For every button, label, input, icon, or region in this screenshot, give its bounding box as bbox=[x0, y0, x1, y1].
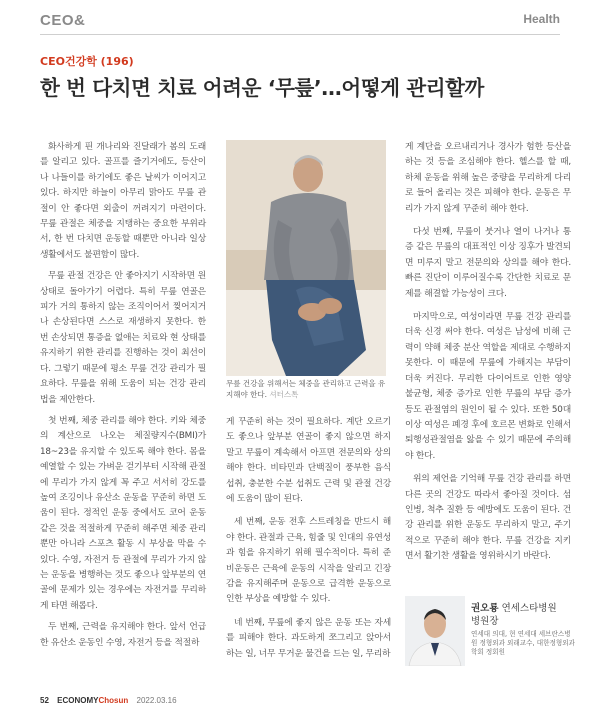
author-name-line bbox=[471, 600, 557, 614]
paragraph: 세 번째, 운동 전후 스트레칭을 반드시 해야 한다. 관절과 근육, 힘줄 및 인대의 유연성과 힘을 유지하기 위해 필수적이다. 특히 준비운동은 근육에 운동의 시작을 알리고 긴장감을 유지해주며 운동으로 급격한 운동으로 인한 부상을 예방할 수 있다. bbox=[226, 517, 391, 605]
paragraph: 다섯 번째, 무릎이 붓거나 열이 나거나 통증 같은 무릎의 대표적인 이상 징후가 발견되면 미루지 말고 전문의와 상의를 해야 한다. 빠른 진단이 이루어질수록 간단한 치료로 문제를 해결할 가능성이 크다. bbox=[405, 227, 571, 299]
author-role: 병원장 bbox=[471, 616, 499, 627]
paragraph: 두 번째, 근력을 유지해야 한다. 앞서 언급한 유산소 운동인 수영, 자전거 등을 적절하 bbox=[40, 622, 206, 648]
author-bio: 연세대 의대, 현 연세대 세브란스병원 정형외과 외래교수, 대한정형외과 학회 정회원 bbox=[471, 630, 575, 657]
article-headline: 한 번 다치면 치료 어려운 ‘무릎’…어떻게 관리할까 bbox=[40, 76, 484, 100]
header-divider bbox=[40, 34, 560, 35]
paragraph: 게 계단을 오르내리거나 경사가 험한 등산을 하는 것 등을 조심해야 한다. 헬스를 할 때, 하체 운동을 위해 높은 중량을 무리하게 다리로 들어 올리는 것은 피해야 한다. 운동은 무리가 가지 않게 꾸준히 해야 한다. bbox=[405, 142, 571, 214]
brand-label: CEO& bbox=[40, 12, 86, 29]
series-label: CEO건강학 (196) bbox=[40, 55, 134, 68]
issue-date: 2022.03.16 bbox=[136, 696, 177, 705]
photo-caption-text: 무릎 건강을 위해서는 체중을 관리하고 근력을 유지해야 한다. bbox=[226, 379, 386, 399]
photo-credit: 셔터스톡 bbox=[269, 390, 299, 399]
article-column-right bbox=[405, 140, 571, 573]
paragraph: 네 번째, 무릎에 좋지 않은 운동 또는 자세를 피해야 한다. 과도하게 쪼그리고 앉아서 하는 일, 너무 무거운 물건을 드는 일, 무리하 bbox=[226, 617, 391, 659]
paragraph: 위의 제언을 기억해 무릎 건강 관리를 하면 다른 곳의 건강도 따라서 좋아질 것이다. 섬인병, 척추 질환 등 예방에도 도움이 된다. 건강 관리를 위한 운동도 무리하지 말고, 주기적으로 꾸준히 해야 한다. 무릎 건강을 지키면서 활기찬 생활을 영위하시기 바란다. bbox=[405, 474, 571, 562]
page-footer bbox=[40, 696, 177, 705]
author-affiliation: 연세스타병원 bbox=[501, 603, 557, 614]
author-portrait-icon bbox=[405, 596, 465, 666]
paragraph: 첫 번째, 체중 관리를 해야 한다. 키와 체중의 계산으로 나오는 체질량지수(BMI)가 18~23을 유지할 수 있도록 해야 한다. 몸을 예열할 수 있는 가벼운 걷기부터 시작해 관절에 무리가 가지 않게 꼭 주고 서서히 강도를 높여 조깅이나 유산소 운동을 꾸준히 하면 도움이 된다. 정적인 운동 중에서도 코어 운동 같은 것을 적절하게 꾸준히 해주면 체중 관리뿐만 아니라 스포츠 활동 시 부상을 막을 수 있다. 수영, 자전거 등 관절에 무리가 가지 않는 운동을 병행하는 것도 좋으나 앞부분의 연골에 문제가 있는 경우에는 자전거를 무리하게 타면 해롭다. bbox=[40, 415, 206, 611]
page-header bbox=[0, 0, 600, 38]
section-label: Health bbox=[523, 12, 560, 26]
paragraph: 화사하게 핀 개나리와 진달래가 봄의 도래를 알리고 있다. 골프를 즐기거에도, 등산이나 나들이를 하기에도 좋은 날씨가 이어지고 있다. 하지만 하늘이 아무리 맑아도 무릎 관절이 안 좋다면 외출이 꺼려지기 마련이다. 무릎 관절은 체중을 지탱하는 중요한 부위라서, 한 번 다치면 운동할 때뿐만 아니라 일상생활에서도 불편함이 많다. bbox=[40, 142, 206, 260]
author-photo bbox=[405, 596, 465, 666]
page-number: 52 bbox=[40, 696, 49, 705]
author-box bbox=[405, 596, 575, 664]
article-column-middle bbox=[226, 415, 391, 670]
paragraph: 마지막으로, 여성이라면 무릎 건강 관리를 더욱 신경 써야 한다. 여성은 남성에 비해 근력이 약해 체중 분산 역할을 제대로 수행하지 못한다. 이 때문에 무릎에 가해지는 부담이 더욱 커진다. 무리한 다이어트로 인한 영양 불균형, 체중 증가로 인한 무릎의 부담 증가 등도 관절염의 원인이 될 수 있다. 또한 50대 이상 여성은 폐경 후에 호르몬 변화로 인해서 퇴행성관절염을 앓을 수 있기 때문에 주의해야 한다. bbox=[405, 312, 571, 461]
publication-name-part2: Chosun bbox=[98, 696, 129, 705]
article-photo-knee bbox=[226, 140, 386, 376]
knee-pain-illustration bbox=[226, 140, 386, 376]
paragraph: 무릎 관절 건강은 안 좋아지기 시작하면 원상태로 돌아가기 어렵다. 특히 무릎 연골은 피가 거의 통하지 않는 조직이어서 찢어지거나 손상된다면 스스로 재생하지 못한다. 한 번 손상되면 통증을 없애는 치료와 현 상태를 유지하기 위한 관리를 진행하는 것이 최선이다. 그렇기 때문에 평소 무릎 건강 관리가 필요하다. 무릎을 위해 도움이 되는 건강 관리법을 제안한다. bbox=[40, 271, 206, 405]
paragraph: 게 꾸준히 하는 것이 필요하다. 계단 오르기도 좋으나 앞부분 연골이 좋지 않으면 하지 말고 무릎이 계속해서 아프면 전문의와 상의해야 한다. 비타민과 단백질이 풍부한 음식 섭취, 충분한 수분 섭취도 근력 및 관절 건강에 도움이 많이 된다. bbox=[226, 417, 391, 505]
author-name: 권오룡 bbox=[471, 603, 499, 614]
publication-name-part1: ECONOMY bbox=[57, 696, 99, 705]
article-column-left bbox=[40, 140, 206, 657]
photo-caption bbox=[226, 378, 391, 400]
